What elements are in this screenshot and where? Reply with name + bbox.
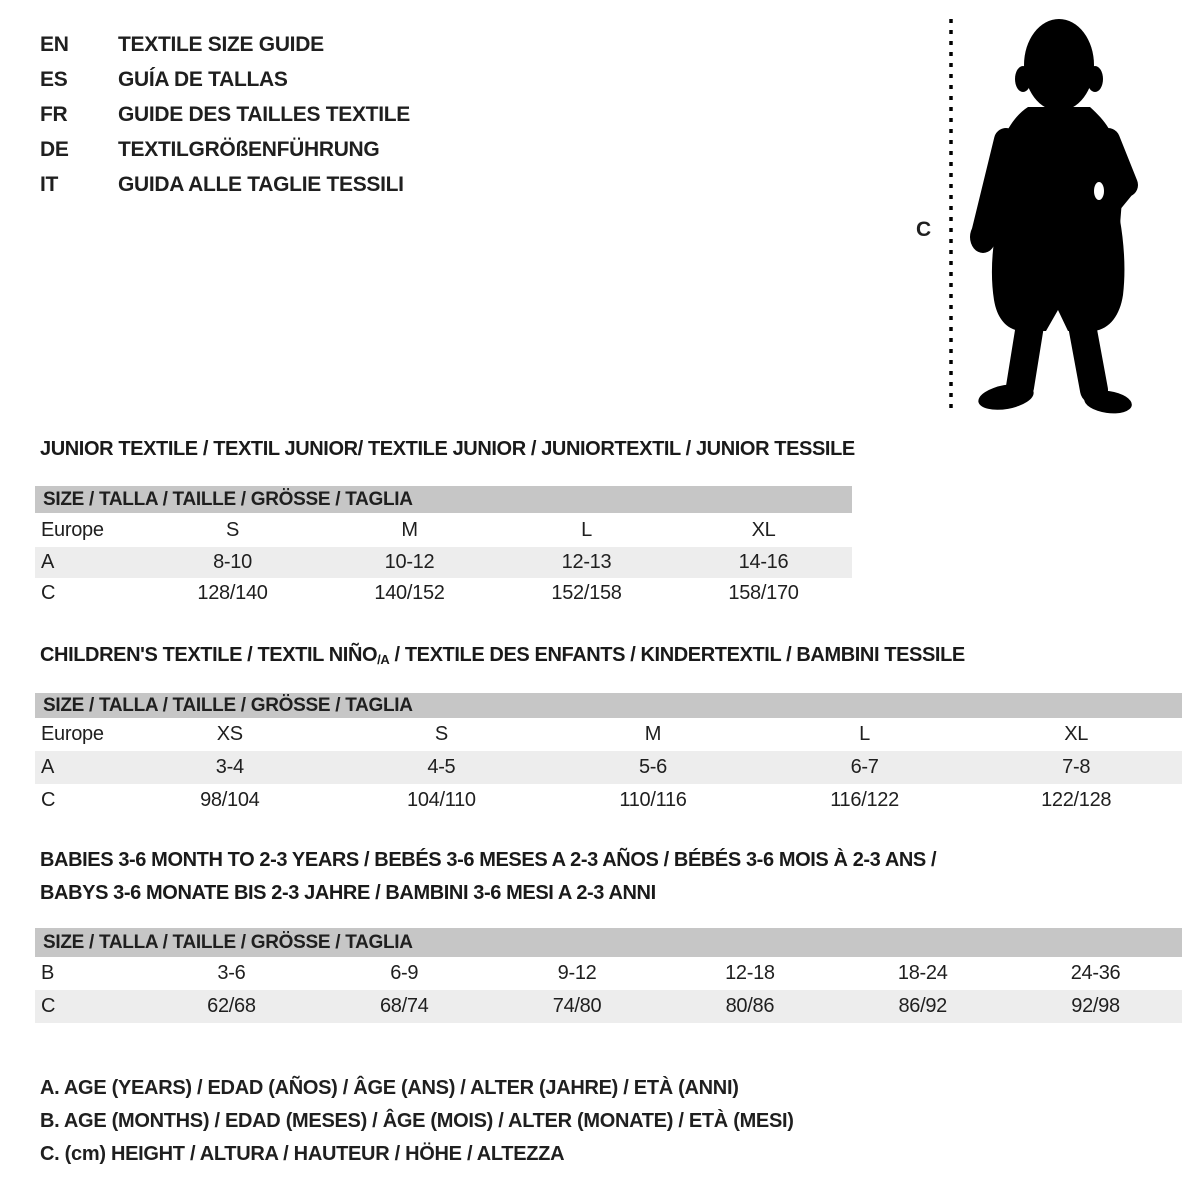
size-cell: S (225, 518, 240, 541)
size-cell: M (401, 518, 418, 541)
size-cell: 122/128 (1041, 789, 1112, 811)
size-cell: 62/68 (207, 995, 256, 1017)
babies-section-title-line1: BABIES 3-6 MONTH TO 2-3 YEARS / BEBÉS 3-6 MESES A 2-3 AÑOS / BÉBÉS 3-6 MOIS À 2-3 ANS / (40, 849, 937, 871)
size-cell: XL (751, 518, 776, 541)
size-cell: L (859, 723, 870, 745)
toddler-silhouette-figure (940, 14, 1138, 416)
size-cell: 86/92 (898, 995, 947, 1017)
table-row (35, 957, 1182, 990)
size-cell: 140/152 (374, 582, 445, 604)
size-cell: 9-12 (557, 962, 597, 984)
size-cell: 110/116 (619, 789, 687, 811)
size-cell: 158/170 (728, 582, 799, 604)
size-table-header: SIZE / TALLA / TAILLE / GRÖSSE / TAGLIA (35, 928, 1182, 957)
size-cell: 6-9 (390, 962, 419, 984)
table-row (35, 578, 852, 609)
language-title: GUIDA ALLE TAGLIE TESSILI (118, 172, 404, 196)
row-label: C (41, 582, 56, 604)
language-row (40, 27, 410, 62)
language-row (40, 132, 410, 167)
size-cell: 10-12 (384, 551, 435, 573)
size-cell: 92/98 (1071, 995, 1120, 1017)
legend-line-age-months: B. AGE (MONTHS) / EDAD (MESES) / ÂGE (MOIS) / ALTER (MONATE) / ETÀ (MESI) (40, 1110, 794, 1132)
size-cell: 6-7 (850, 756, 879, 778)
language-code: FR (40, 102, 68, 126)
language-code: ES (40, 67, 68, 91)
size-cell: 5-6 (638, 756, 667, 778)
row-label: Europe (41, 723, 104, 745)
size-cell: L (581, 518, 592, 541)
row-label: A (41, 551, 55, 573)
row-label: B (41, 962, 55, 984)
language-title: GUÍA DE TALLAS (118, 67, 288, 91)
table-row (35, 784, 1182, 817)
size-cell: XL (1064, 723, 1089, 745)
table-row (35, 718, 1182, 751)
row-label: Europe (41, 518, 104, 541)
size-cell: 14-16 (738, 551, 789, 573)
size-cell: 12-18 (725, 962, 775, 984)
size-cell: 116/122 (830, 789, 899, 811)
legend-line-age-years: A. AGE (YEARS) / EDAD (AÑOS) / ÂGE (ANS) / ALTER (JAHRE) / ETÀ (ANNI) (40, 1077, 739, 1099)
size-cell: 152/158 (551, 582, 622, 604)
junior-size-table (35, 486, 852, 609)
table-row (35, 990, 1182, 1023)
language-code: DE (40, 137, 69, 161)
size-cell: 18-24 (897, 962, 948, 984)
measure-legend (40, 1072, 794, 1171)
size-cell: M (644, 723, 662, 745)
size-cell: 80/86 (725, 995, 775, 1017)
size-cell: XS (216, 723, 243, 745)
children-title-subscript: /A (377, 652, 390, 667)
size-cell: 24-36 (1070, 962, 1121, 984)
row-label: C (41, 995, 56, 1017)
junior-section-title: JUNIOR TEXTILE / TEXTIL JUNIOR/ TEXTILE JUNIOR / JUNIORTEXTIL / JUNIOR TESSILE (40, 438, 855, 460)
babies-size-table (35, 928, 1182, 1023)
language-code: IT (40, 172, 59, 196)
row-label: A (41, 756, 55, 778)
children-size-table (35, 693, 1182, 817)
table-row (35, 513, 852, 547)
size-cell: 104/110 (407, 789, 476, 811)
children-section-title (40, 644, 965, 667)
language-title: GUIDE DES TAILLES TEXTILE (118, 102, 410, 126)
table-row (35, 751, 1182, 784)
table-row (35, 547, 852, 578)
height-measure-label: C (916, 218, 932, 241)
size-cell: S (434, 723, 448, 745)
size-cell: 98/104 (200, 789, 260, 811)
size-cell: 128/140 (197, 582, 268, 604)
size-cell: 7-8 (1062, 756, 1091, 778)
size-table-header: SIZE / TALLA / TAILLE / GRÖSSE / TAGLIA (35, 693, 1182, 718)
row-label: C (41, 789, 56, 811)
language-code: EN (40, 32, 69, 56)
size-cell: 74/80 (552, 995, 602, 1017)
language-row (40, 62, 410, 97)
children-title-text: CHILDREN'S TEXTILE / TEXTIL NIÑO (40, 644, 378, 666)
size-cell: 3-6 (217, 962, 246, 984)
size-cell: 68/74 (379, 995, 429, 1017)
size-cell: 3-4 (215, 756, 244, 778)
language-title-list (40, 27, 410, 202)
size-cell: 12-13 (561, 551, 612, 573)
babies-section-title-line2: BABYS 3-6 MONATE BIS 2-3 JAHRE / BAMBINI 3-6 MESI A 2-3 ANNI (40, 882, 656, 904)
legend-line-height-cm: C. (cm) HEIGHT / ALTURA / HAUTEUR / HÖHE / ALTEZZA (40, 1143, 565, 1165)
children-title-text: / TEXTILE DES ENFANTS / KINDERTEXTIL / BAMBINI TESSILE (389, 644, 965, 666)
size-cell: 4-5 (427, 756, 456, 778)
language-title: TEXTILE SIZE GUIDE (118, 32, 324, 56)
size-cell: 8-10 (213, 551, 252, 573)
language-title: TEXTILGRÖßENFÜHRUNG (118, 137, 380, 161)
toddler-silhouette-icon (970, 19, 1133, 416)
language-row (40, 167, 410, 202)
size-table-header: SIZE / TALLA / TAILLE / GRÖSSE / TAGLIA (35, 486, 852, 513)
language-row (40, 97, 410, 132)
